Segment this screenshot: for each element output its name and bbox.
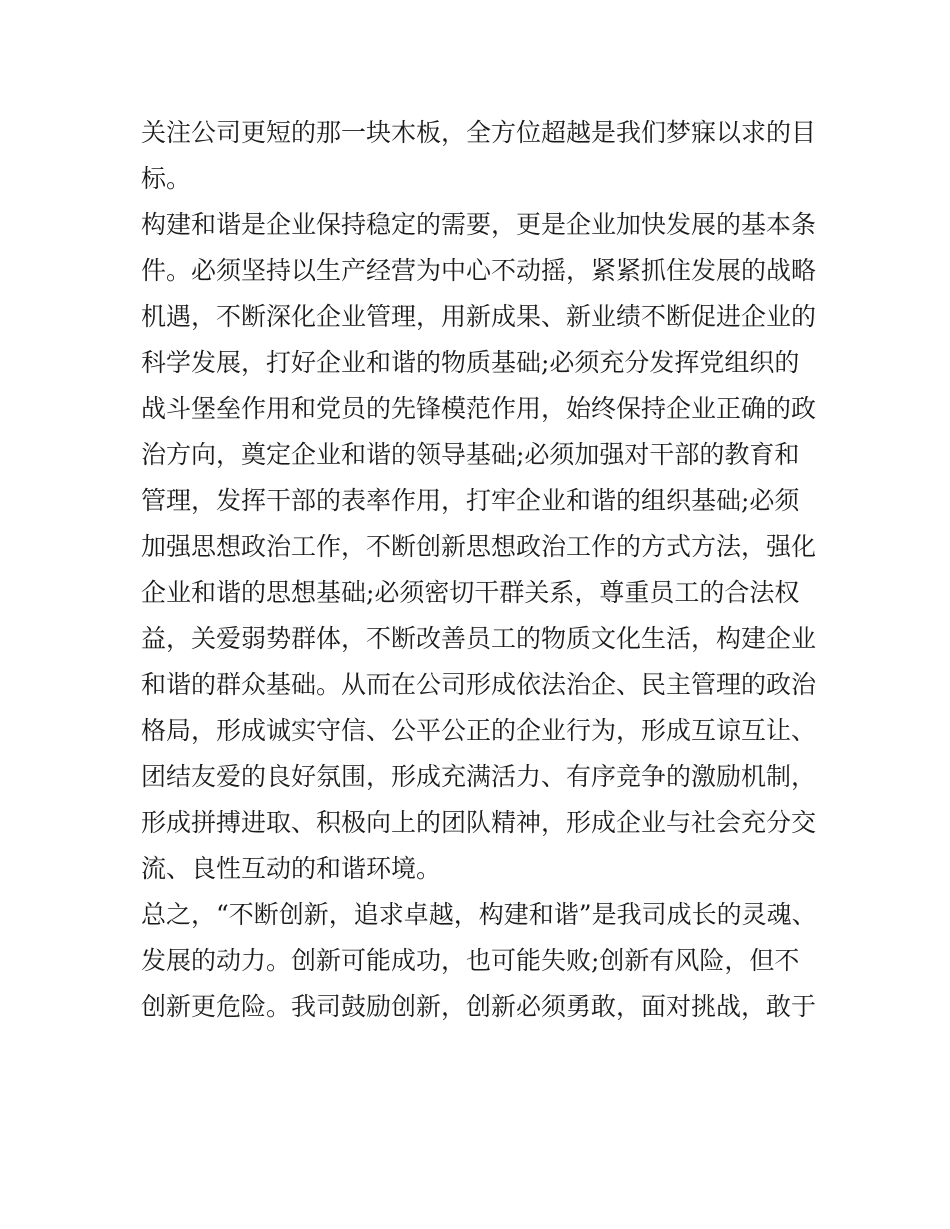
text-line: 件。必须坚持以生产经营为中心不动摇，紧紧抓住发展的战略 xyxy=(141,256,817,285)
text-line: 加强思想政治工作，不断创新思想政治工作的方式方法，强化 xyxy=(141,532,817,561)
text-line: 团结友爱的良好氛围，形成充满活力、有序竞争的激励机制， xyxy=(141,762,817,791)
text-line: 企业和谐的思想基础;必须密切干群关系，尊重员工的合法权 xyxy=(141,578,800,607)
text-line: 标。 xyxy=(141,164,192,193)
text-line: 和谐的群众基础。从而在公司形成依法治企、民主管理的政治 xyxy=(141,670,817,699)
text-line: 构建和谐是企业保持稳定的需要，更是企业加快发展的基本条 xyxy=(141,210,817,239)
text-line: 总之，“不断创新，追求卓越，构建和谐”是我司成长的灵魂、 xyxy=(141,900,817,929)
text-line: 益，关爱弱势群体，不断改善员工的物质文化生活，构建企业 xyxy=(141,624,817,653)
text-line: 机遇，不断深化企业管理，用新成果、新业绩不断促进企业的 xyxy=(141,302,817,331)
text-line: 关注公司更短的那一块木板，全方位超越是我们梦寐以求的目 xyxy=(141,118,817,147)
text-line: 格局，形成诚实守信、公平公正的企业行为，形成互谅互让、 xyxy=(141,716,817,745)
text-line: 战斗堡垒作用和党员的先锋模范作用，始终保持企业正确的政 xyxy=(141,394,817,423)
text-line: 发展的动力。创新可能成功，也可能失败;创新有风险，但不 xyxy=(141,946,800,975)
text-line: 创新更危险。我司鼓励创新，创新必须勇敢，面对挑战，敢于 xyxy=(141,992,817,1021)
text-line: 治方向，奠定企业和谐的领导基础;必须加强对干部的教育和 xyxy=(141,440,800,469)
text-line: 管理，发挥干部的表率作用，打牢企业和谐的组织基础;必须 xyxy=(141,486,800,515)
text-line: 流、良性互动的和谐环境。 xyxy=(141,854,442,883)
text-line: 科学发展，打好企业和谐的物质基础;必须充分发挥党组织的 xyxy=(141,348,800,377)
document-body-text xyxy=(141,110,821,1030)
text-line: 形成拼搏进取、积极向上的团队精神，形成企业与社会充分交 xyxy=(141,808,817,837)
